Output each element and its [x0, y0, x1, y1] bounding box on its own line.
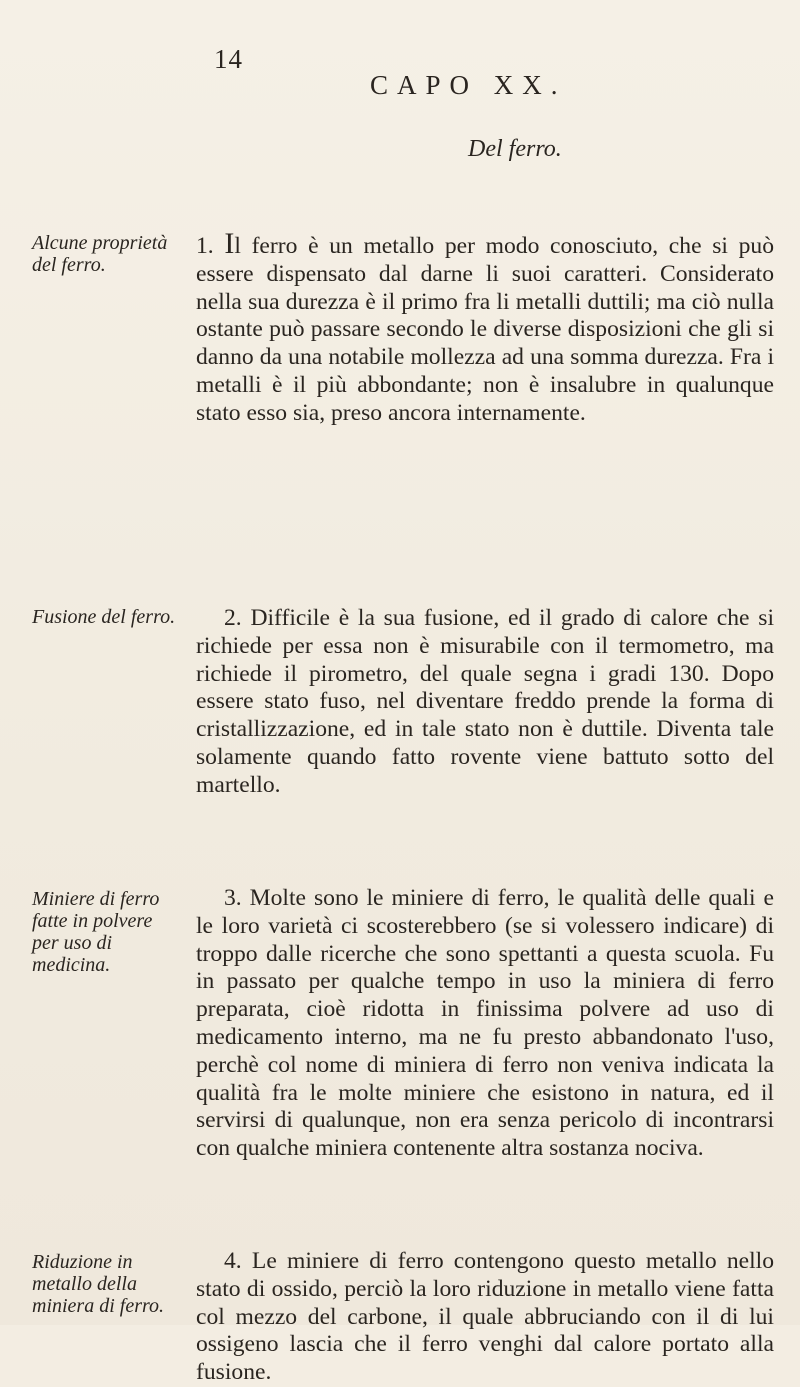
- paragraph-2-number: 2.: [224, 605, 242, 631]
- paragraph-3-number: 3.: [224, 885, 242, 911]
- paragraph-3-text: Molte sono le miniere di ferro, le qualità delle quali e le loro varietà ci scosterebbero (se si volessero indicare) di troppo dalle ricerche che sono spettanti a questa scuola. Fu in passato per qualche tempo in uso la miniera di ferro preparata, cioè ridotta in finissima polvere ad uso di medicamento interno, ma ne fu presto abbandonato l'uso, perchè col nome di miniera di ferro non veniva indicata la qualità fra le molte miniere che esistono in natura, ed il servirsi di qualunque, non era senza pericolo di incontrarsi con qualche miniera contenente altra sostanza nociva.: [196, 885, 774, 1162]
- margin-note-reduction: Riduzione in metallo della miniera di ferro.: [32, 1251, 165, 1317]
- paragraph-1: [196, 227, 774, 428]
- paragraph-4: [196, 1248, 774, 1387]
- paragraph-1-number: 1.: [196, 233, 214, 259]
- margin-note-properties: Alcune proprietà del ferro.: [32, 232, 168, 276]
- paragraph-1-initial: I: [224, 227, 235, 260]
- margin-note-fusion: Fusione del ferro.: [32, 606, 176, 628]
- paragraph-3: [196, 885, 774, 1163]
- page-number: 14: [214, 44, 243, 74]
- paragraph-4-number: 4.: [224, 1248, 242, 1274]
- paragraph-1-text: l ferro è un metallo per modo conosciuto, che si può essere dispensato dal darne li suoi caratteri. Considerato nella sua durezza è il primo fra li metalli duttili; ma ciò nulla ostante può passare secondo le diverse disposizioni che gli si danno da una notabile mollezza ad una somma durezza. Fra i metalli è il più abbondante; non è insalubre in qualunque stato esso sia, preso ancora internamente.: [196, 233, 774, 426]
- section-title: Del ferro.: [468, 136, 562, 162]
- paragraph-2: [196, 605, 774, 800]
- paragraph-2-text: Difficile è la sua fusione, ed il grado di calore che si richiede per essa non è misurabile con il termometro, ma richiede il pirometro, del quale segna i gradi 130. Dopo essere stato fuso, nel diventare freddo prende la forma di cristallizzazione, ed in tale stato non è duttile. Diventa tale solamente quando fatto rovente viene battuto sotto del martello.: [196, 605, 774, 798]
- paragraph-4-text: Le miniere di ferro contengono questo metallo nello stato di ossido, perciò la loro riduzione in metallo viene fatta col mezzo del carbone, il quale abbruciando con il di lui ossigeno lascia che il ferro venghi dal calore portato alla fusione.: [196, 1248, 774, 1386]
- chapter-title: CAPO XX.: [370, 70, 567, 100]
- margin-note-powdered-ore: Miniere di ferro fatte in polvere per uso di medicina.: [32, 888, 160, 976]
